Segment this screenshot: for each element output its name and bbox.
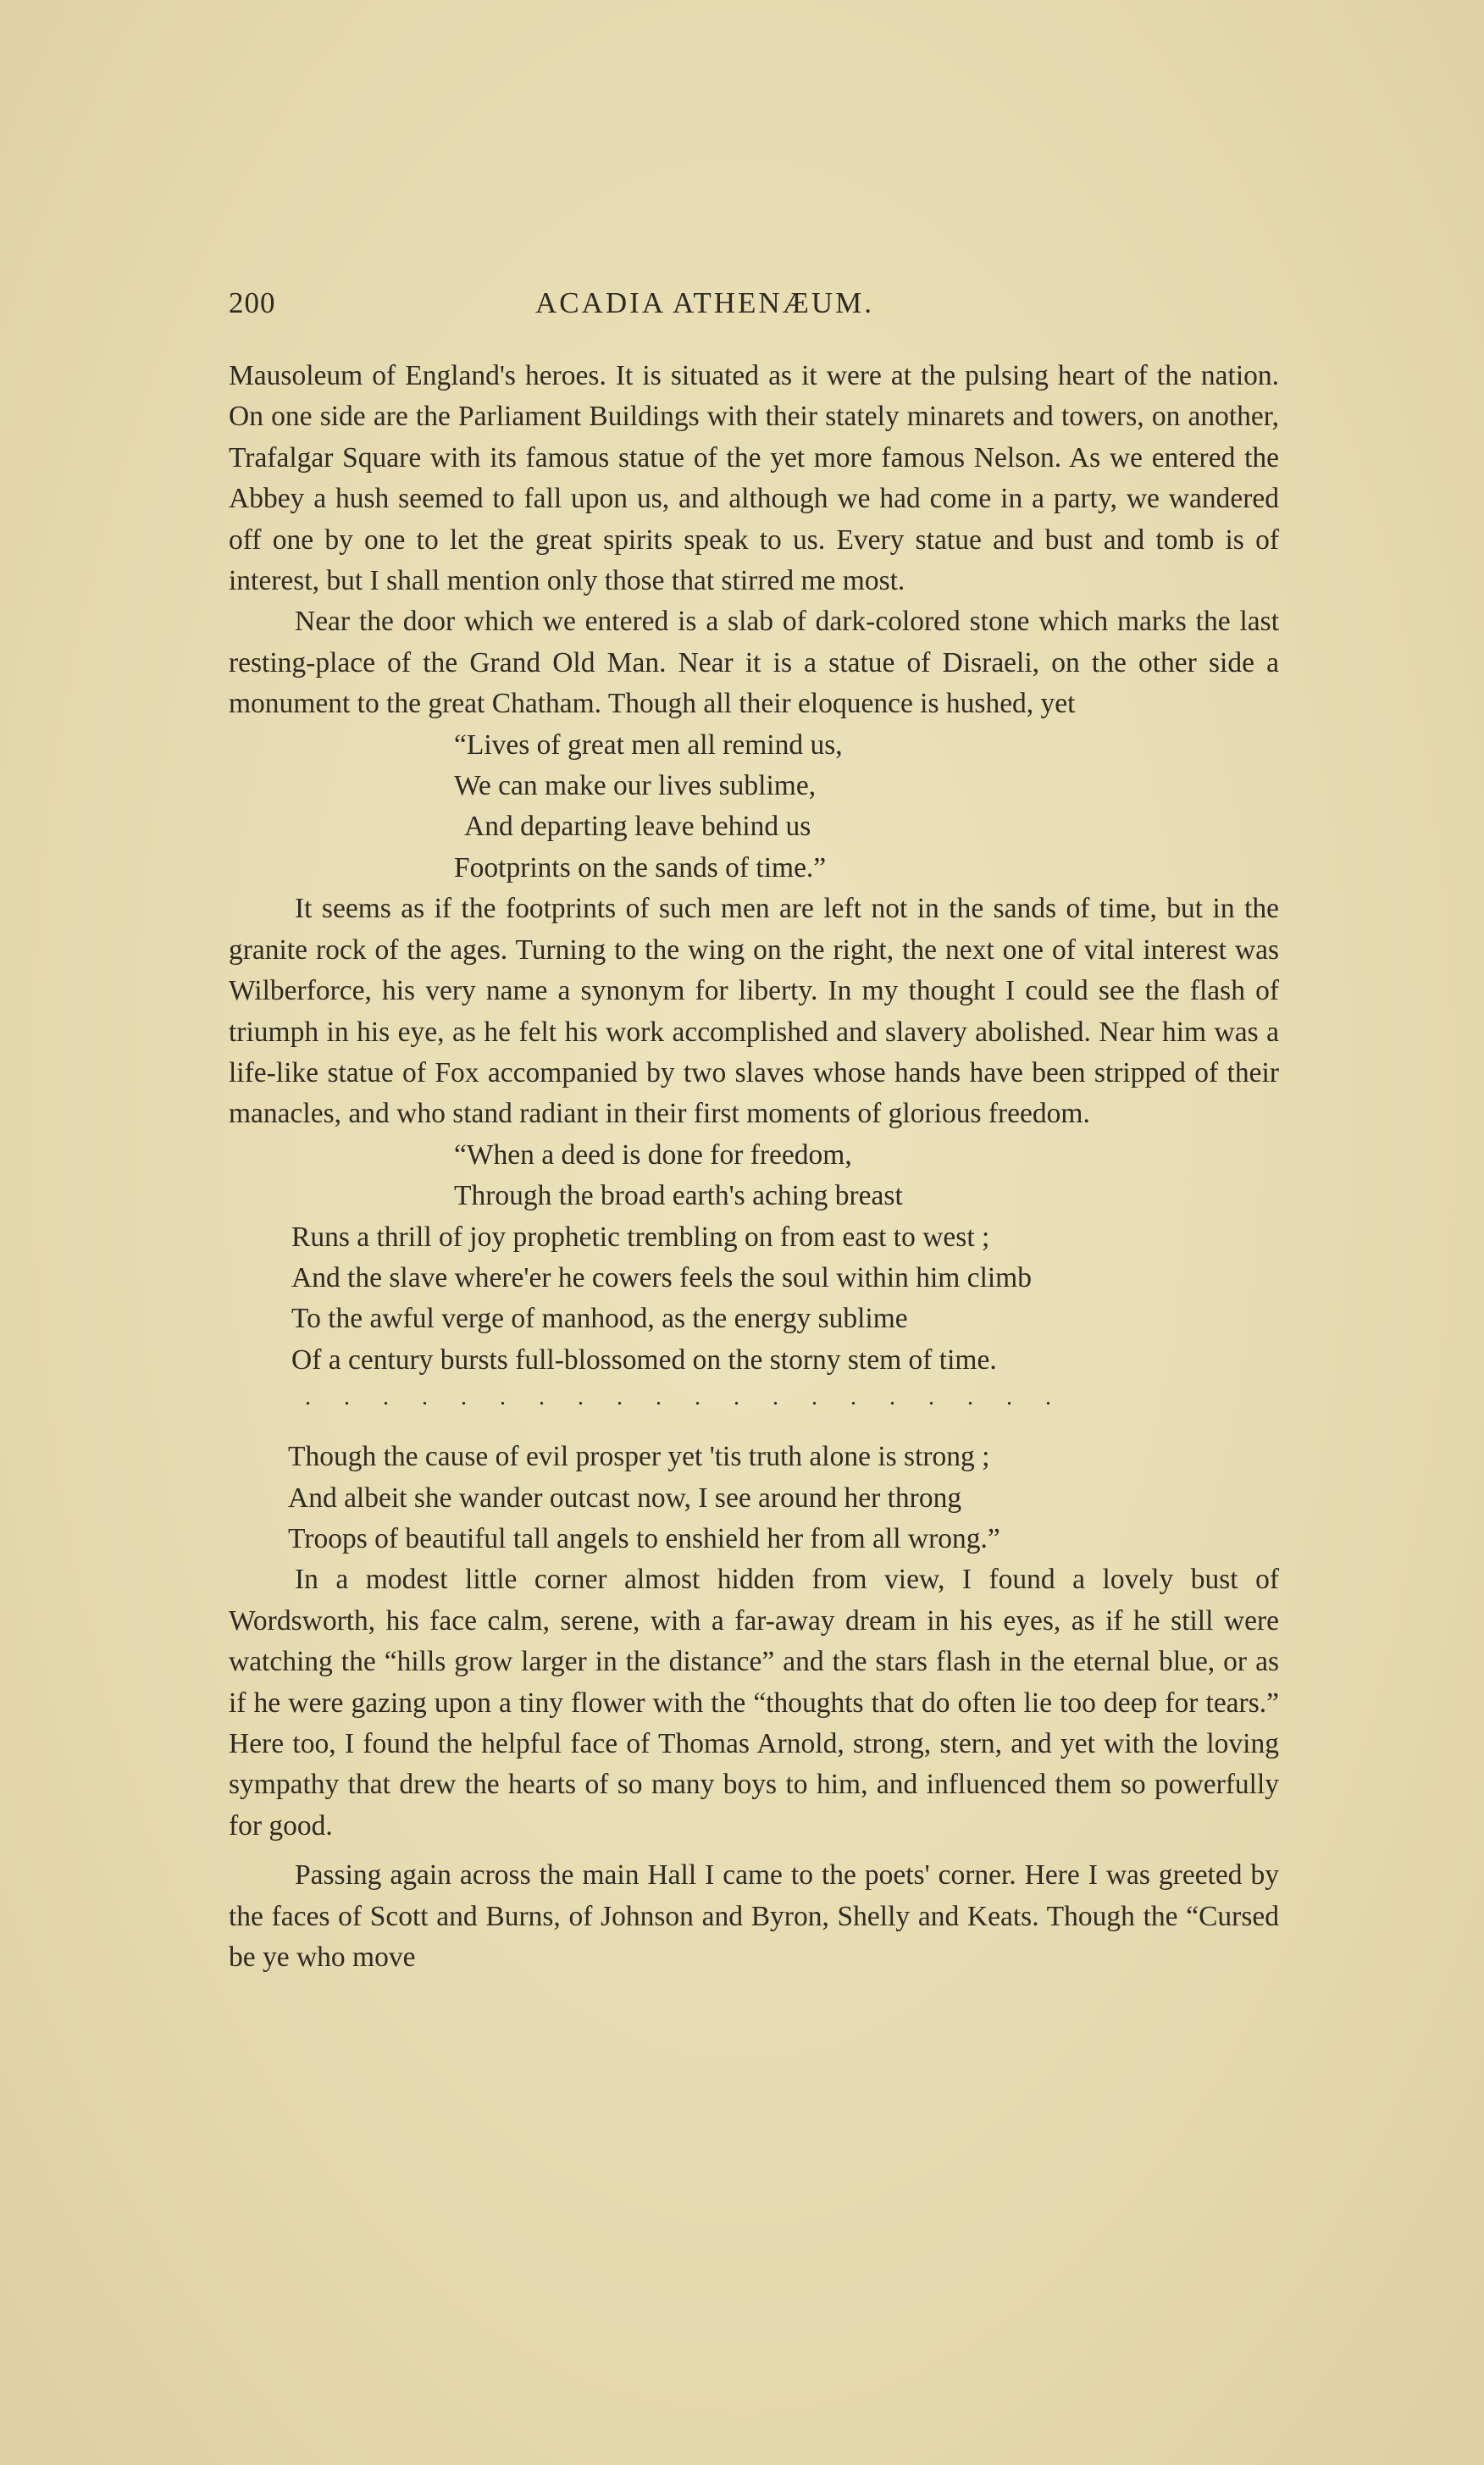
ellipsis-separator: . . . . . . . . . . . . . . . . . . . . (305, 1384, 1065, 1411)
verse-line: Though the cause of evil prosper yet 'tis truth alone is strong ; (288, 1441, 990, 1473)
verse-line: Of a century bursts full-blossomed on the storny stem of time. (291, 1343, 997, 1376)
verse-line: Runs a thrill of joy prophetic trembling on from east to west ; (291, 1221, 990, 1253)
paragraph-1: Mausoleum of England's heroes. It is situated as it were at the pulsing heart of the nation. On one side are the Parliament Buildings with their stately minarets and towers, on another, Trafalgar Square with its famous statue of the yet more famous Nelson. As we entered the Abbey a hush seemed to fall upon us, and although we had come in a party, we wandered off one by one to let the great spirits speak to us. Every statue and bust and tomb is of interest, but I shall mention only those that stirred me most. (229, 360, 1279, 597)
verse-line: Troops of beautiful tall angels to enshield her from all wrong.” (288, 1522, 1000, 1554)
page-number: 200 (229, 286, 276, 319)
verse-line: Through the broad earth's aching breast (454, 1180, 903, 1212)
verse-quote-3 (229, 1437, 1279, 1559)
verse-quote-1 (229, 725, 1279, 889)
verse-line: We can make our lives sublime, (454, 770, 817, 802)
paragraph-5: Passing again across the main Hall I came to the poets' corner. Here I was greeted by the faces of Scott and Burns, of Johnson and Byron, Shelly and Keats. Though the “Cursed be ye who move (229, 1859, 1279, 1974)
verse-line: And departing leave behind us (464, 811, 811, 843)
paragraph-4: In a modest little corner almost hidden from view, I found a lovely bust of Wordsworth, his face calm, serene, with a far-away dream in his eyes, as if he still were watching the “hills grow larger in the distance” and the stars flash in the eternal blue, or as if he were gazing upon a tiny flower with the “thoughts that do often lie too deep for tears.” Here too, I found the helpful face of Thomas Arnold, strong, stern, and yet with the loving sympathy that drew the hearts of so many boys to him, and influenced them so powerfully for good. (229, 1564, 1279, 1842)
verse-line: And albeit she wander outcast now, I see around her throng (288, 1482, 962, 1514)
verse-line: And the slave where'er he cowers feels the soul within him climb (291, 1261, 1032, 1293)
article-body (229, 356, 1279, 1978)
page-header (229, 286, 1255, 334)
paragraph-2: Near the door which we entered is a slab of dark-colored stone which marks the last resting-place of the Grand Old Man. Near it is a statue of Disraeli, on the other side a monument to the great Chatham. Though all their eloquence is hushed, yet (229, 606, 1279, 720)
verse-line: Footprints on the sands of time.” (454, 851, 827, 884)
verse-line: “Lives of great men all remind us, (454, 728, 843, 761)
verse-quote-2 (229, 1135, 1279, 1381)
verse-line: “When a deed is done for freedom, (454, 1138, 852, 1171)
paragraph-3: It seems as if the footprints of such men are left not in the sands of time, but in the granite rock of the ages. Turning to the wing on the right, the next one of vital interest was Wilberforce, his very name a synonym for liberty. In my thought I could see the flash of triumph in his eye, as he felt his work accomplished and slavery abolished. Near him was a life-like statue of Fox accompanied by two slaves whose hands have been stripped of their manacles, and who stand radiant in their first moments of glorious freedom. (229, 893, 1279, 1130)
verse-line: To the awful verge of manhood, as the energy sublime (291, 1303, 908, 1335)
running-title: ACADIA ATHENÆUM. (535, 286, 874, 319)
